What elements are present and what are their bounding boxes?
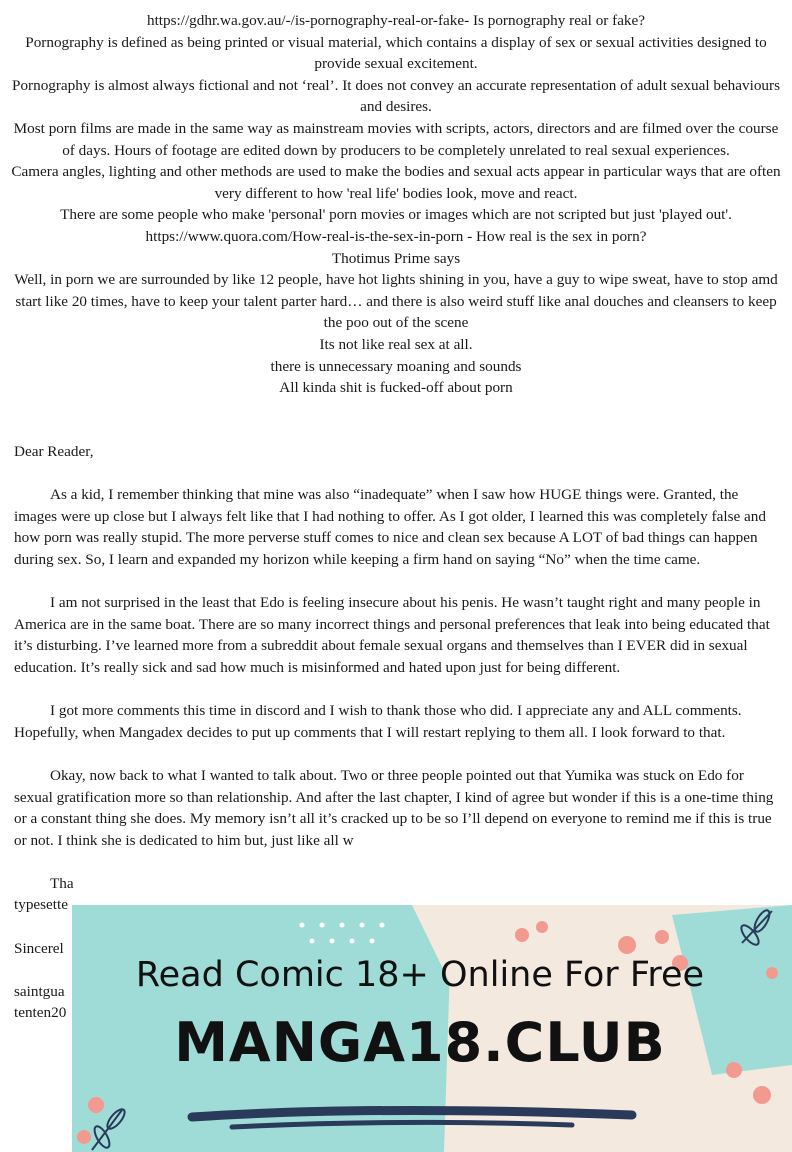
source-link-gdhr[interactable]: https://gdhr.wa.gov.au/-/is-pornography-real-or-fake- Is pornography real or fake? [146,12,646,29]
letter-paragraph: As a kid, I remember thinking that mine was also “inadequate” when I saw how HUGE things were. Granted, the images were up close but I always felt like that I had nothing to offer. As I got older, I learned this was completely false and how porn was really stupid. The more perverse stuff comes to nice and clean sex because A LOT of bad things can happen during sex. So, I learn and expanded my horizon while keeping a firm hand on saying “No” when the time came. [14,486,766,568]
quote-line: All kinda shit is fucked-off about porn [279,379,513,397]
source-quotes-block [10,10,782,399]
source-link-quora[interactable]: https://www.quora.com/How-real-is-the-sex-in-porn - How real is the sex in porn? [145,227,647,245]
letter-name: saintgua [14,982,65,1000]
quote-line: Its not like real sex at all. [319,335,473,353]
banner-tagline[interactable]: Read Comic 18+ Online For Free [135,955,705,995]
letter-greeting: Dear Reader, [14,443,94,460]
quote-line: There are some people who make 'personal' porn movies or images which are not scripted but just 'played out'. [60,206,732,224]
letter-paragraph: Tha [50,874,74,892]
quote-line: Most porn films are made in the same way as mainstream movies with scripts, actors, directors and are filmed over the course of days. Hours of footage are edited down by producers to be completely unrelated to real sexual experiences. [13,119,779,159]
quote-line: there is unnecessary moaning and sounds [270,357,522,375]
letter-name: tenten20 [14,1004,67,1022]
quote-line: Camera angles, lighting and other methods are used to make the bodies and sexual acts appear in particular ways that are often very different to how 'real life' bodies look, move and react. [11,163,781,202]
letter-fragment: typesette [14,896,68,914]
ad-banner[interactable] [72,905,792,1152]
letter-paragraph: I got more comments this time in discord and I wish to thank those who did. I appreciate any and ALL comments. Hopefully, when Mangadex decides to put up comments that I will restart replying to them all. I look forward to that. [14,702,742,741]
quote-line: Well, in porn we are surrounded by like 12 people, have hot lights shining in you, have a guy to wipe sweat, have to stop amd start like 20 times, have to keep your talent parter hard… and there is also weird stuff like anal douches and cleansers to keep the poo out of the scene [14,271,778,332]
letter-signoff: Sincerel [14,939,64,957]
letter-paragraph: Okay, now back to what I wanted to talk about. Two or three people pointed out that Yumika was stuck on Edo for sexual gratification more so than relationship. And after the last chapter, I kind of agree but wonder if this is a one-time thing or a constant thing she does. My memory isn’t all it’s cracked up to be so I’ll depend on everyone to remind me if this is true or not. I think she is dedicated to him but, just like all w [14,766,774,849]
quote-author: Thotimus Prime says [331,249,461,267]
banner-site-name[interactable]: MANGA18.CLUB [174,1011,666,1074]
quote-line: Pornography is defined as being printed or visual material, which contains a display of sex or sexual activities designed to provide sexual excitement. [25,33,767,73]
quote-line: Pornography is almost always fictional and not ‘real’. It does not convey an accurate representation of adult sexual behaviours and desires. [12,76,780,116]
letter-paragraph: I am not surprised in the least that Edo is feeling insecure about his penis. He wasn’t taught right and many people in America are in the same boat. There are so many incorrect things and personal preferences that leak into being educated that it’s disturbing. I’ve learned more from a subreddit about female sexual organs and themselves than I EVER did in sexual education. It’s really sick and sad how much is misinformed and hated upon just for being different. [14,594,770,676]
